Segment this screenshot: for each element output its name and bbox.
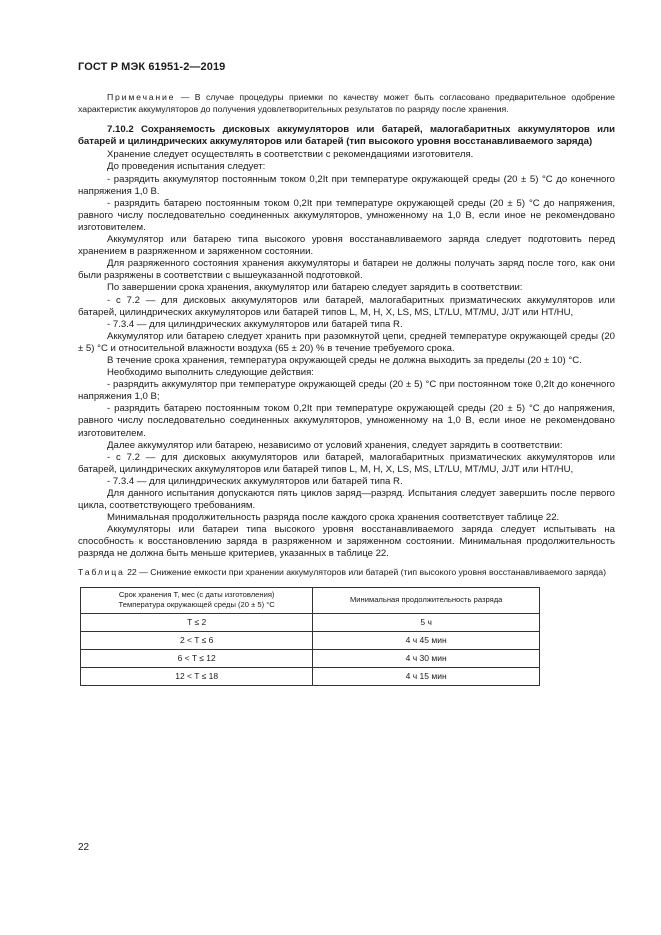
paragraph: В течение срока хранения, температура окружающей среды не должна выходить за пределы (20 ± 10) °C. [107,354,582,366]
duration-cell: 4 ч 45 мин [313,631,540,649]
col-duration-header: Минимальная продолжительность разряда [313,587,540,613]
table-header-row [81,587,540,613]
note [78,92,615,115]
duration-cell: 4 ч 30 мин [313,649,540,667]
paragraph: - разрядить батарею постоянным током 0,2It при температуре окружающей среды (20 ± 5) °C до напряжения, равного числу последовательно соединенных аккумуляторов, умноженному на 1,0 В, если иное не рекомендовано изготовителем. [78,197,615,233]
paragraph: Аккумулятор или батарею следует хранить при разомкнутой цепи, средней температуре окружающей среды (20 ± 5) °C и относительной влажности воздуха (65 ± 20) % в течение требуемого срока. [78,330,615,354]
paragraph: - разрядить аккумулятор постоянным током 0,2It при температуре окружающей среды (20 ± 5) °C до конечного напряжения 1,0 В. [78,173,615,197]
note-text: — В случае процедуры приемки по качеству может быть согласовано предварительное одобрение характеристик аккумуляторов до получения удовлетворительных результатов по разряду после хранения. [78,92,615,114]
document-body [78,92,615,686]
col-period-header-line1: Срок хранения T, мес (с даты изготовления) [118,590,275,600]
period-cell: 12 < T ≤ 18 [81,667,313,685]
col-period-header-line2: Температура окружающей среды (20 ± 5) °C [118,600,275,610]
note-label: Примечание [107,92,176,102]
col-period-header [81,587,313,613]
paragraph: - разрядить аккумулятор при температуре окружающей среды (20 ± 5) °C при постоянном токе 0,2It до конечного напряжения 1,0 В; [78,379,615,403]
period-cell: 6 < T ≤ 12 [81,649,313,667]
page-number: 22 [78,842,90,853]
table-row [81,649,540,667]
paragraph: - 7.3.4 — для цилиндрических аккумуляторов или батарей типа R. [107,318,403,330]
section-number: 7.10.2 [107,124,134,136]
duration-cell: 4 ч 15 мин [313,667,540,685]
paragraph: - 7.3.4 — для цилиндрических аккумуляторов или батарей типа R. [107,475,403,487]
paragraph: Необходимо выполнить следующие действия: [107,367,314,379]
table-caption-text: 22 — Снижение емкости при хранении аккумуляторов или батарей (тип высокого уровня восстанавливаемого заряда) [124,566,606,577]
section-heading [78,124,615,148]
paragraph: Хранение следует осуществлять в соответствии с рекомендациями изготовителя. [107,149,474,161]
table-row [81,613,540,631]
paragraph: Минимальная продолжительность разряда после каждого срока хранения соответствует таблице 22. [107,512,560,524]
paragraph: Для данного испытания допускаются пять циклов заряд—разряд. Испытания следует завершить после первого цикла, соответствующего требованиям. [78,488,615,512]
paragraph: До проведения испытания следует: [107,161,266,173]
document-header: ГОСТ Р МЭК 61951-2—2019 [78,61,226,73]
table-row [81,631,540,649]
paragraph: По завершении срока хранения, аккумулятор или батарею следует зарядить в соответствии: [107,282,523,294]
paragraph: - с 7.2 — для дисковых аккумуляторов или батарей, малогабаритных призматических аккумуляторов или батарей, цилиндрических аккумуляторов или батарей типов L, M, H, X, LS, MS, LT/LU, MT/MU, J/JT или HT/HU, [78,451,615,475]
paragraph: Аккумулятор или батарею типа высокого уровня восстанавливаемого заряда следует подготовить перед хранением в разряженном и заряженном состоянии. [78,234,615,258]
paragraph: - разрядить батарею постоянным током 0,2It при температуре окружающей среды (20 ± 5) °C до напряжения, равного числу последовательно соединенных аккумуляторов, умноженному на 1,0 В, если иное не рекомендовано изготовителем. [78,403,615,439]
paragraph: Для разряженного состояния хранения аккумуляторы и батареи не должны получать заряд после того, как они были разряжены в соответствии с вышеуказанной подготовкой. [78,258,615,282]
paragraph: - с 7.2 — для дисковых аккумуляторов или батарей, малогабаритных призматических аккумуляторов или батарей, цилиндрических аккумуляторов или батарей типов L, M, H, X, LS, MS, LT/LU, MT/MU, J/JT или HT/HU, [78,294,615,318]
period-cell: 2 < T ≤ 6 [81,631,313,649]
period-cell: T ≤ 2 [81,613,313,631]
duration-cell: 5 ч [313,613,540,631]
table-caption-label: Таблица [78,566,125,577]
storage-table [80,587,540,686]
table-caption [78,567,615,578]
table-row [81,667,540,685]
paragraph: Далее аккумулятор или батарею, независимо от условий хранения, следует зарядить в соответствии: [107,439,563,451]
section-title: Сохраняемость дисковых аккумуляторов или батарей, малогабаритных аккумуляторов или батарей и цилиндрических аккумуляторов или батарей (тип высокого уровня восстанавливаемого заряда) [78,124,615,148]
paragraph: Аккумуляторы или батареи типа высокого уровня восстанавливаемого заряда следует испытывать на способность к восстановлению заряда в разряженном и заряженном состоянии. Минимальная продолжительность разряда не должна быть меньше критериев, указанных в таблице 22. [78,524,615,560]
